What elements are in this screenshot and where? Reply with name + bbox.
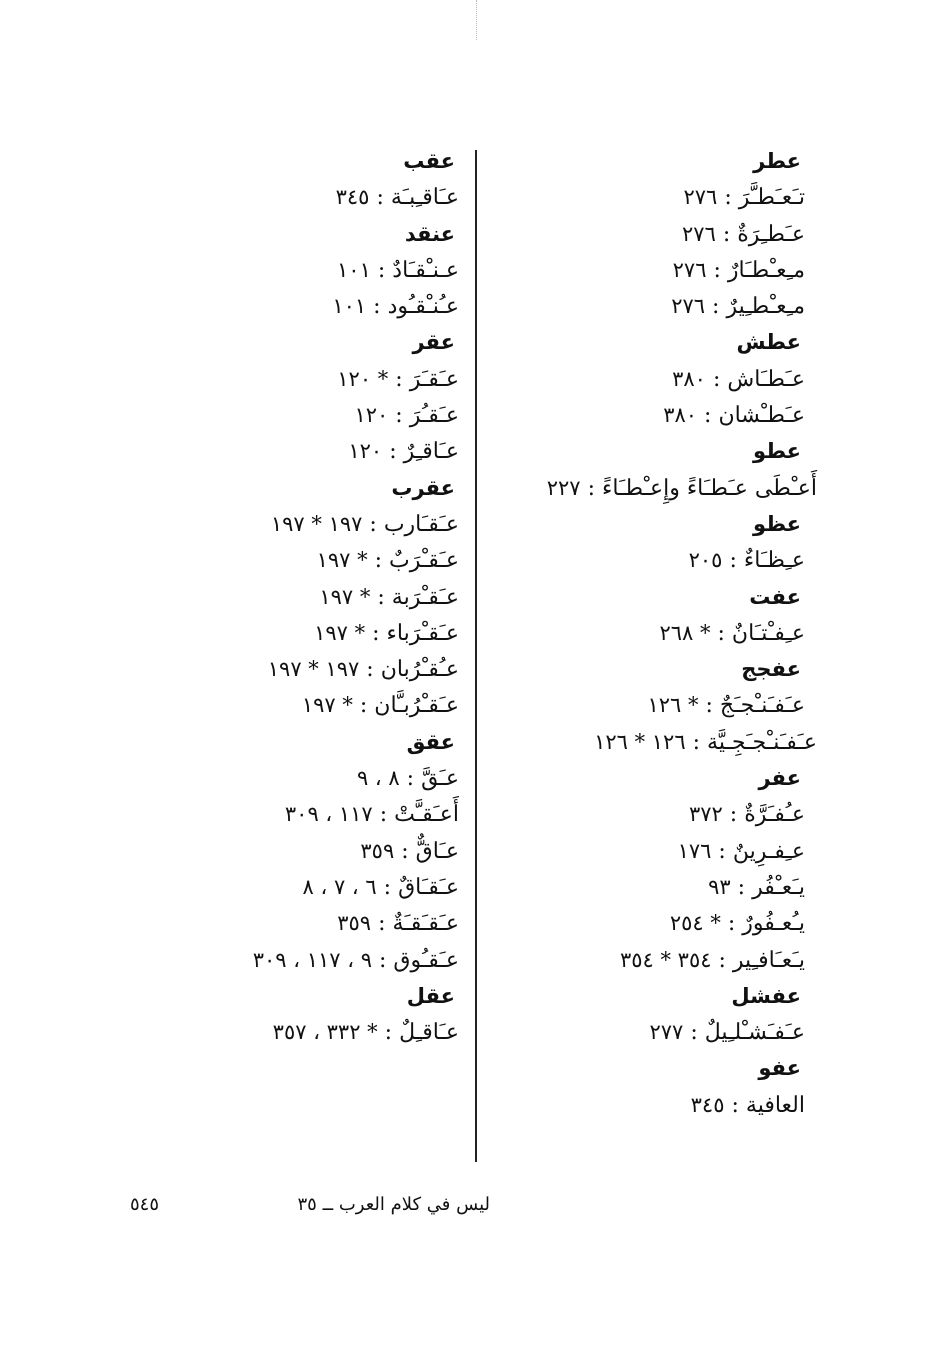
entry-term: مـِعـْطـِيرٌ	[726, 294, 805, 320]
entry-separator: :	[370, 584, 392, 610]
entry-term: عـَفـَشـْلـِيلٌ	[704, 1020, 805, 1046]
entry-separator: :	[705, 294, 727, 320]
entry-term: أَعـْطَى عـَطـَاءً وإِعـْطـَاءً	[601, 475, 817, 501]
entry-page-refs: ٢٧٦	[671, 294, 706, 319]
root-heading: عفر	[758, 766, 801, 791]
entry-page-refs: ٣٨٠	[672, 366, 706, 391]
root-heading: عظو	[753, 511, 801, 536]
entry-page-refs: ٣٥٤ * ٣٥٤	[619, 947, 712, 972]
entry-page-refs: * ٣٣٢ ، ٣٥٧	[272, 1020, 378, 1045]
entry-page-refs: ٣٤٥	[335, 185, 370, 210]
entry-page-refs: * ٢٦٨	[659, 620, 711, 645]
root-heading: عفجج	[741, 657, 801, 682]
index-entry	[99, 433, 459, 469]
entry-term: عـَطـَاش	[727, 366, 805, 392]
column-divider	[475, 150, 477, 1162]
entry-term: عـَفـَنـْجـَجِـيَّة	[707, 729, 817, 755]
entry-page-refs: ١٩٧ * ١٩٧	[270, 511, 363, 536]
index-entry	[475, 1087, 805, 1123]
root-heading: عقرب	[391, 475, 455, 500]
entry-page-refs: ٢٧٦	[672, 257, 707, 282]
index-entry	[99, 1014, 459, 1050]
entry-separator: :	[372, 947, 394, 973]
index-entry	[475, 942, 805, 978]
index-entry	[99, 796, 459, 832]
index-entry	[99, 579, 459, 615]
entry-term: عـُنـْقـُود	[387, 294, 459, 320]
index-entry	[99, 905, 459, 941]
entry-term: عـَطـِرَةٌ	[737, 221, 805, 247]
entry-term: عـَقـْرَبة	[391, 584, 459, 610]
entry-separator: :	[720, 911, 743, 937]
index-entry	[99, 361, 459, 397]
index-entry	[99, 506, 459, 542]
entry-page-refs: ٣٧٢	[688, 802, 723, 827]
index-entry	[99, 869, 459, 905]
entry-term: أَعـَقـَّتْ	[394, 802, 459, 828]
entry-term: عـِفـْتـَانٌ	[731, 620, 805, 646]
entry-separator: :	[722, 548, 744, 574]
entry-term: يـَعـْفُر	[752, 874, 805, 900]
index-entry	[475, 542, 805, 578]
gutter-mark	[476, 0, 477, 40]
entry-separator: :	[710, 620, 732, 646]
entry-page-refs: * ٢٥٤	[669, 911, 721, 936]
entry-separator: :	[697, 403, 719, 429]
index-entry	[99, 687, 459, 723]
entry-page-refs: ٣٥٩	[360, 838, 395, 863]
index-entry	[475, 869, 805, 905]
entry-separator: :	[382, 439, 404, 465]
entry-separator: :	[685, 729, 708, 755]
entry-term: عـَاقـِبـَة	[390, 185, 459, 211]
entry-term: يـُعـفُورٌ	[742, 911, 805, 937]
root-heading: عطش	[736, 330, 801, 355]
root-heading: عطو	[753, 439, 801, 464]
entry-term: عـَاقـِرٌ	[403, 439, 459, 465]
running-title: ليس في كلام العرب ــ ٣٥	[297, 1193, 490, 1215]
entry-page-refs: ٢٧٦	[683, 185, 718, 210]
entry-term: يـَعـَافـِير	[732, 947, 805, 973]
entry-term: عـِفـرِينٌ	[732, 838, 805, 864]
root-heading: عقق	[406, 729, 455, 754]
entry-term: تـَعـَطـَّرَ	[738, 185, 805, 211]
entry-term: عـنـْقـَادٌ	[392, 257, 459, 283]
entry-page-refs: * ١٩٧	[319, 584, 371, 609]
entry-separator: :	[366, 294, 388, 320]
entry-page-refs: * ١٩٧	[314, 620, 366, 645]
root-heading: عفشل	[731, 983, 801, 1008]
entry-separator: :	[365, 620, 387, 646]
index-entry	[475, 397, 805, 433]
entry-term: عـَقـَارب	[383, 511, 459, 537]
entry-term: عـَقـْرَباء	[386, 620, 459, 646]
entry-page-refs: ٣٨٠	[663, 403, 698, 428]
index-entry	[99, 760, 459, 796]
index-entry	[475, 361, 805, 397]
root-heading: عقب	[403, 149, 455, 173]
entry-term: العافية	[745, 1092, 805, 1118]
page-number: ٥٤٥	[130, 1193, 160, 1215]
entry-separator: :	[388, 403, 410, 429]
entry-page-refs: ١٠١	[332, 294, 367, 319]
entry-separator: :	[722, 802, 745, 828]
entry-term: عـَفـَنـْجـَجٌ	[719, 693, 805, 719]
index-entry	[475, 687, 805, 723]
entry-term: عـُقـْرُبان	[380, 657, 459, 683]
index-entry	[99, 179, 459, 215]
entry-page-refs: ٢٧٧	[649, 1020, 684, 1045]
right-index-column	[475, 143, 817, 1123]
entry-page-refs: ٢٧٦	[682, 221, 716, 246]
root-heading: عفو	[758, 1056, 801, 1081]
entry-page-refs: * ١٢٦	[647, 693, 699, 718]
root-heading: عنقد	[404, 221, 455, 246]
entry-term: عـَقـَرَ	[409, 366, 459, 392]
index-entry	[475, 905, 805, 941]
entry-page-refs: ٣٥٩	[337, 911, 372, 936]
page-footer	[130, 1188, 490, 1220]
entry-page-refs: ٦ ، ٧ ، ٨	[302, 874, 377, 899]
entry-separator: :	[371, 911, 393, 937]
entry-page-refs: ١٢٦ * ١٢٦	[594, 729, 686, 754]
left-index-column	[99, 143, 459, 1050]
entry-term: عـِظـَاءٌ	[743, 548, 805, 574]
entry-separator: :	[705, 366, 728, 392]
entry-separator: :	[377, 1020, 400, 1046]
index-entry	[475, 288, 805, 324]
entry-page-refs: ١٢٠	[354, 403, 389, 428]
entry-term: عـَقـْرَبٌ	[389, 548, 459, 574]
entry-separator: :	[580, 475, 602, 501]
index-entry	[99, 651, 459, 687]
entry-separator: :	[352, 693, 375, 719]
entry-separator: :	[399, 766, 422, 792]
entry-page-refs: ١٠١	[337, 257, 371, 282]
entry-page-refs: ٢٠٥	[688, 548, 723, 573]
index-entry	[475, 216, 805, 252]
index-entry	[99, 397, 459, 433]
root-heading: عطر	[753, 149, 801, 173]
entry-page-refs: * ١٩٧	[301, 693, 353, 718]
entry-term: عـَاقـِلٌ	[399, 1020, 459, 1046]
entry-separator: :	[359, 657, 381, 683]
index-entry	[475, 179, 805, 215]
entry-separator: :	[369, 185, 391, 211]
entry-page-refs: ١٢٠	[348, 439, 383, 464]
entry-page-refs: ٣٤٥	[690, 1092, 725, 1117]
entry-term: عـَقـُوق	[393, 947, 459, 973]
index-entry	[475, 724, 817, 760]
root-heading: عفت	[749, 584, 801, 609]
index-entry	[475, 615, 805, 651]
entry-term: عـَقـُرَ	[409, 403, 459, 429]
entry-term: عـَطـْشان	[718, 403, 805, 429]
root-heading: عقر	[412, 330, 455, 355]
index-entry	[99, 942, 459, 978]
index-entry	[99, 542, 459, 578]
entry-page-refs: * ١٩٧	[316, 548, 368, 573]
entry-page-refs: ١٩٧ * ١٩٧	[267, 657, 360, 682]
entry-separator: :	[717, 185, 739, 211]
index-entry	[475, 1014, 805, 1050]
entry-separator: :	[683, 1020, 705, 1046]
index-entry	[99, 252, 459, 288]
entry-page-refs: ١١٧ ، ٣٠٩	[284, 802, 373, 827]
index-entry	[99, 615, 459, 651]
entry-page-refs: * ١٢٠	[337, 366, 389, 391]
index-entry	[475, 796, 805, 832]
entry-term: عـَقـَقـَةٌ	[392, 911, 459, 937]
index-entry	[475, 470, 817, 506]
entry-separator: :	[372, 802, 395, 828]
entry-term: عـُفـَرَّةٌ	[744, 802, 805, 828]
root-heading: عقل	[406, 983, 455, 1008]
index-entry	[99, 833, 459, 869]
entry-separator: :	[724, 1092, 746, 1118]
entry-term: مـِعـْطـَارٌ	[727, 257, 805, 283]
entry-separator: :	[715, 221, 738, 247]
entry-separator: :	[711, 947, 733, 973]
entry-separator: :	[711, 838, 733, 864]
entry-page-refs: ٨ ، ٩	[356, 766, 400, 791]
entry-separator: :	[376, 874, 399, 900]
entry-page-refs: ٩٣	[708, 874, 731, 899]
entry-term: عـَاقٌّ	[415, 838, 459, 864]
index-entry	[475, 833, 805, 869]
entry-term: عـَقـْرُبـَّان	[374, 693, 459, 719]
entry-separator: :	[388, 366, 410, 392]
entry-page-refs: ٢٢٧	[546, 475, 581, 500]
index-entry	[99, 288, 459, 324]
entry-page-refs: ٩ ، ١١٧ ، ٣٠٩	[252, 947, 372, 972]
entry-separator: :	[730, 874, 753, 900]
entry-term: عـَقَّ	[421, 766, 459, 792]
entry-separator: :	[394, 838, 416, 864]
entry-page-refs: ١٧٦	[677, 838, 712, 863]
entry-separator: :	[706, 257, 728, 283]
entry-term: عـَقـَاقٌ	[398, 874, 459, 900]
entry-separator: :	[367, 548, 389, 574]
entry-separator: :	[362, 511, 384, 537]
entry-separator: :	[698, 693, 720, 719]
entry-separator: :	[370, 257, 393, 283]
index-entry	[475, 252, 805, 288]
